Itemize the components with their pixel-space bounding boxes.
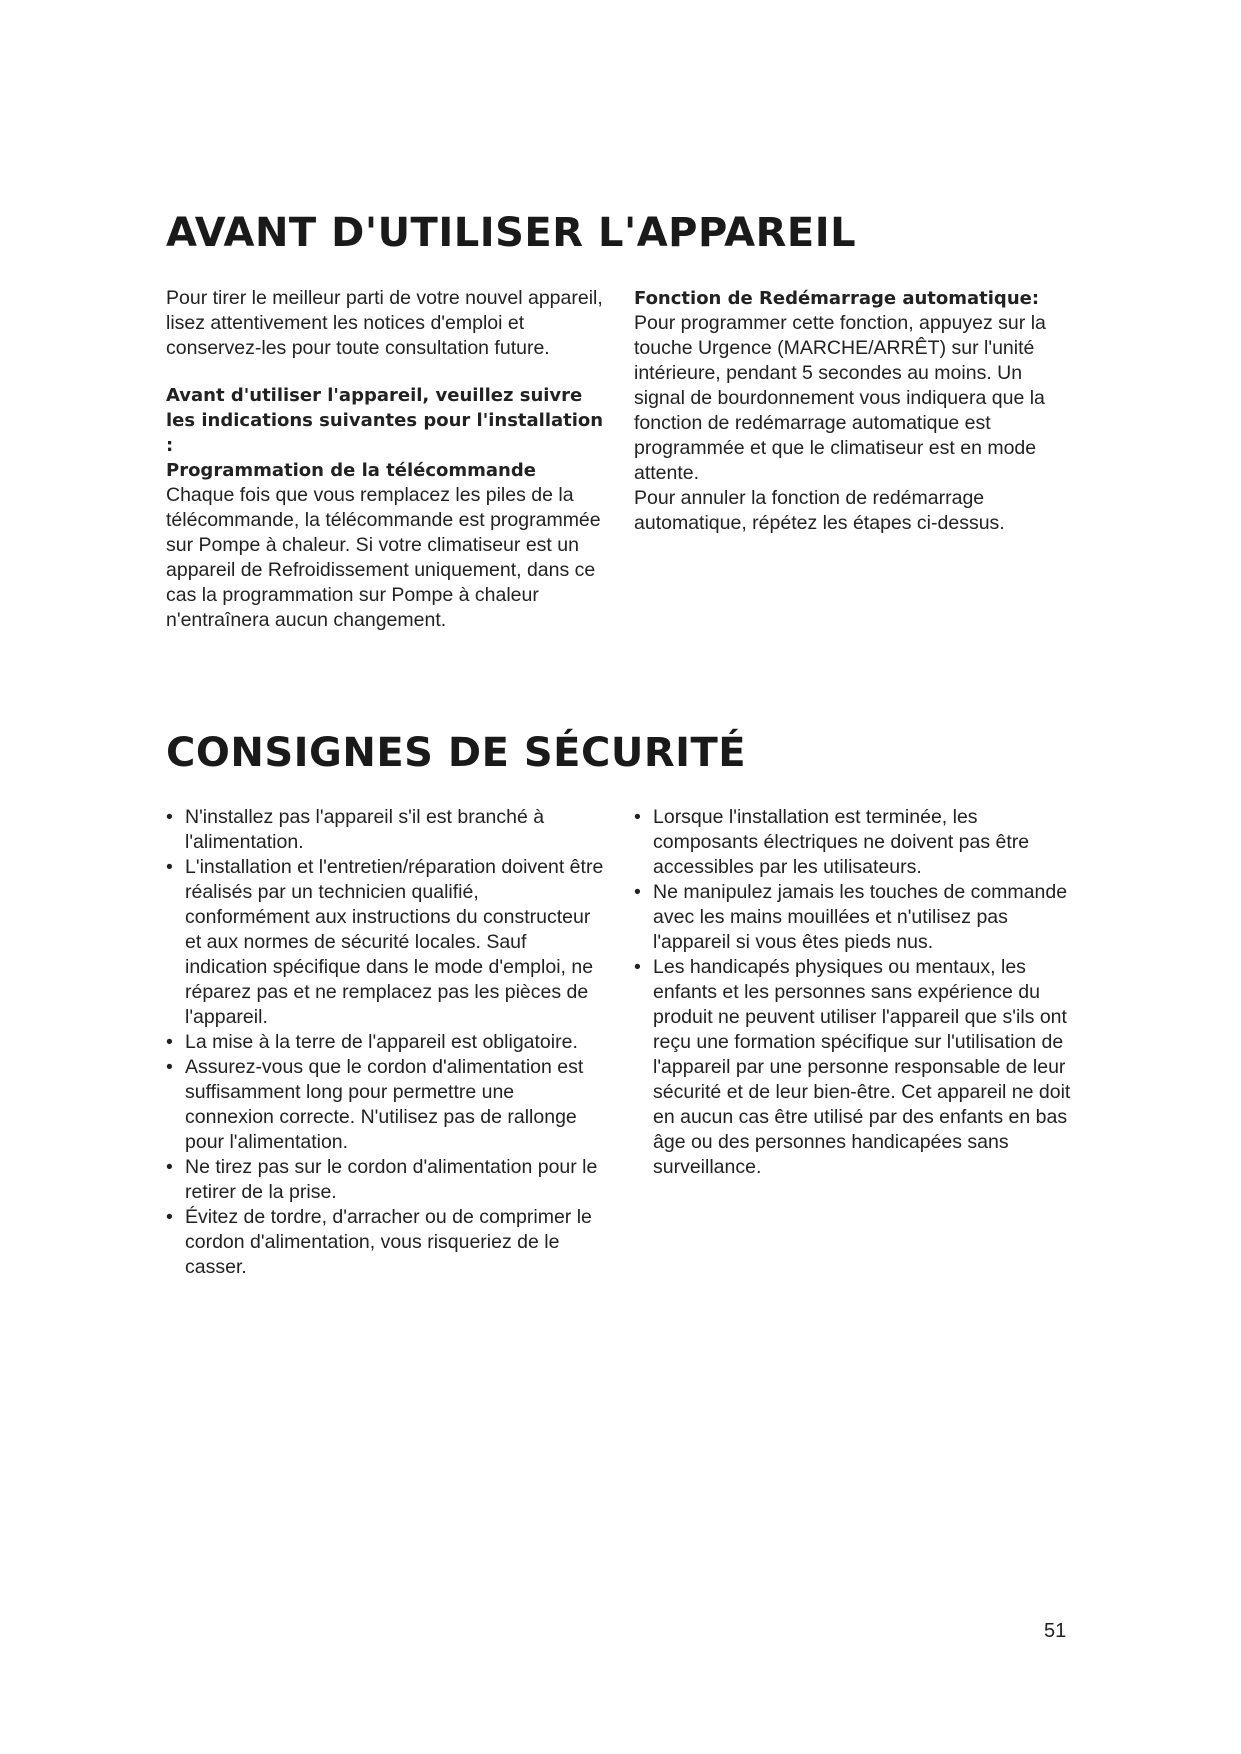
safety-list-left xyxy=(166,805,606,1280)
section-title-avant-utiliser: AVANT D'UTILISER L'APPAREIL xyxy=(166,210,857,256)
section1-left-column xyxy=(166,286,606,633)
bullet-icon: • xyxy=(634,956,641,978)
list-item: • Évitez de tordre, d'arracher ou de comprimer le cordon d'alimentation, vous risqueriez de le casser. xyxy=(166,1206,592,1278)
safety-left-column xyxy=(166,805,606,1280)
remote-programming-text: Chaque fois que vous remplacez les piles de la télécommande, la télécommande est programmée sur Pompe à chaleur. Si votre climatiseur est un appareil de Refroidissement uniquement, dans ce cas la programmation sur Pompe à chaleur n'entraînera aucun changement. xyxy=(166,484,601,631)
bullet-icon: • xyxy=(166,856,173,878)
list-item: • Ne tirez pas sur le cordon d'alimentation pour le retirer de la prise. xyxy=(166,1156,598,1203)
safety-right-column xyxy=(634,805,1074,1180)
bullet-icon: • xyxy=(634,806,641,828)
list-item: • Les handicapés physiques ou mentaux, les enfants et les personnes sans expérience du produit ne peuvent utiliser l'appareil que s'ils ont reçu une formation spécifique sur l'utilisation de l'appareil par une personne responsable de leur sécurité et de leur bien-être. Cet appareil ne doit en aucun cas être utilisé par des enfants en bas âge ou des personnes handicapées sans surveillance. xyxy=(634,956,1071,1178)
list-item: • Ne manipulez jamais les touches de commande avec les mains mouillées et n'utilisez pas l'appareil si vous êtes pieds nus. xyxy=(634,881,1068,953)
auto-restart-heading: Fonction de Redémarrage automatique: xyxy=(634,288,1040,309)
bullet-icon: • xyxy=(166,1056,173,1078)
bullet-icon: • xyxy=(634,881,641,903)
auto-restart-cancel-text: Pour annuler la fonction de redémarrage automatique, répétez les étapes ci-dessus. xyxy=(634,487,1005,534)
remote-programming-heading: Programmation de la télécommande xyxy=(166,460,536,481)
bullet-icon: • xyxy=(166,1156,173,1178)
page-number: 51 xyxy=(1044,1620,1067,1642)
safety-list-right xyxy=(634,805,1074,1180)
list-item: • L'installation et l'entretien/réparation doivent être réalisés par un technicien qualifié, conformément aux instructions du constructeur et aux normes de sécurité locales. Sauf indication spécifique dans le mode d'emploi, ne réparez pas et ne remplacez pas les pièces de l'appareil. xyxy=(166,856,604,1028)
bullet-icon: • xyxy=(166,1031,173,1053)
bullet-icon: • xyxy=(166,806,173,828)
section1-right-column xyxy=(634,286,1074,536)
list-item: • N'installez pas l'appareil s'il est branché à l'alimentation. xyxy=(166,806,545,853)
auto-restart-text: Pour programmer cette fonction, appuyez sur la touche Urgence (MARCHE/ARRÊT) sur l'unité intérieure, pendant 5 secondes au moins. Un signal de bourdonnement vous indiquera que la fonction de redémarrage automatique est programmée et que le climatiseur est en mode attente. xyxy=(634,312,1046,484)
bullet-icon: • xyxy=(166,1206,173,1228)
list-item: • Lorsque l'installation est terminée, les composants électriques ne doivent pas être accessibles par les utilisateurs. xyxy=(634,806,1030,878)
intro-paragraph: Pour tirer le meilleur parti de votre nouvel appareil, lisez attentivement les notices d'emploi et conservez-les pour toute consultation future. xyxy=(166,287,603,359)
list-item: • La mise à la terre de l'appareil est obligatoire. xyxy=(166,1031,578,1053)
section-title-consignes-securite: CONSIGNES DE SÉCURITÉ xyxy=(166,730,747,776)
installation-instructions-heading: Avant d'utiliser l'appareil, veuillez suivre les indications suivantes pour l'installation : xyxy=(166,385,604,456)
list-item: • Assurez-vous que le cordon d'alimentation est suffisamment long pour permettre une connexion correcte. N'utilisez pas de rallonge pour l'alimentation. xyxy=(166,1056,584,1153)
